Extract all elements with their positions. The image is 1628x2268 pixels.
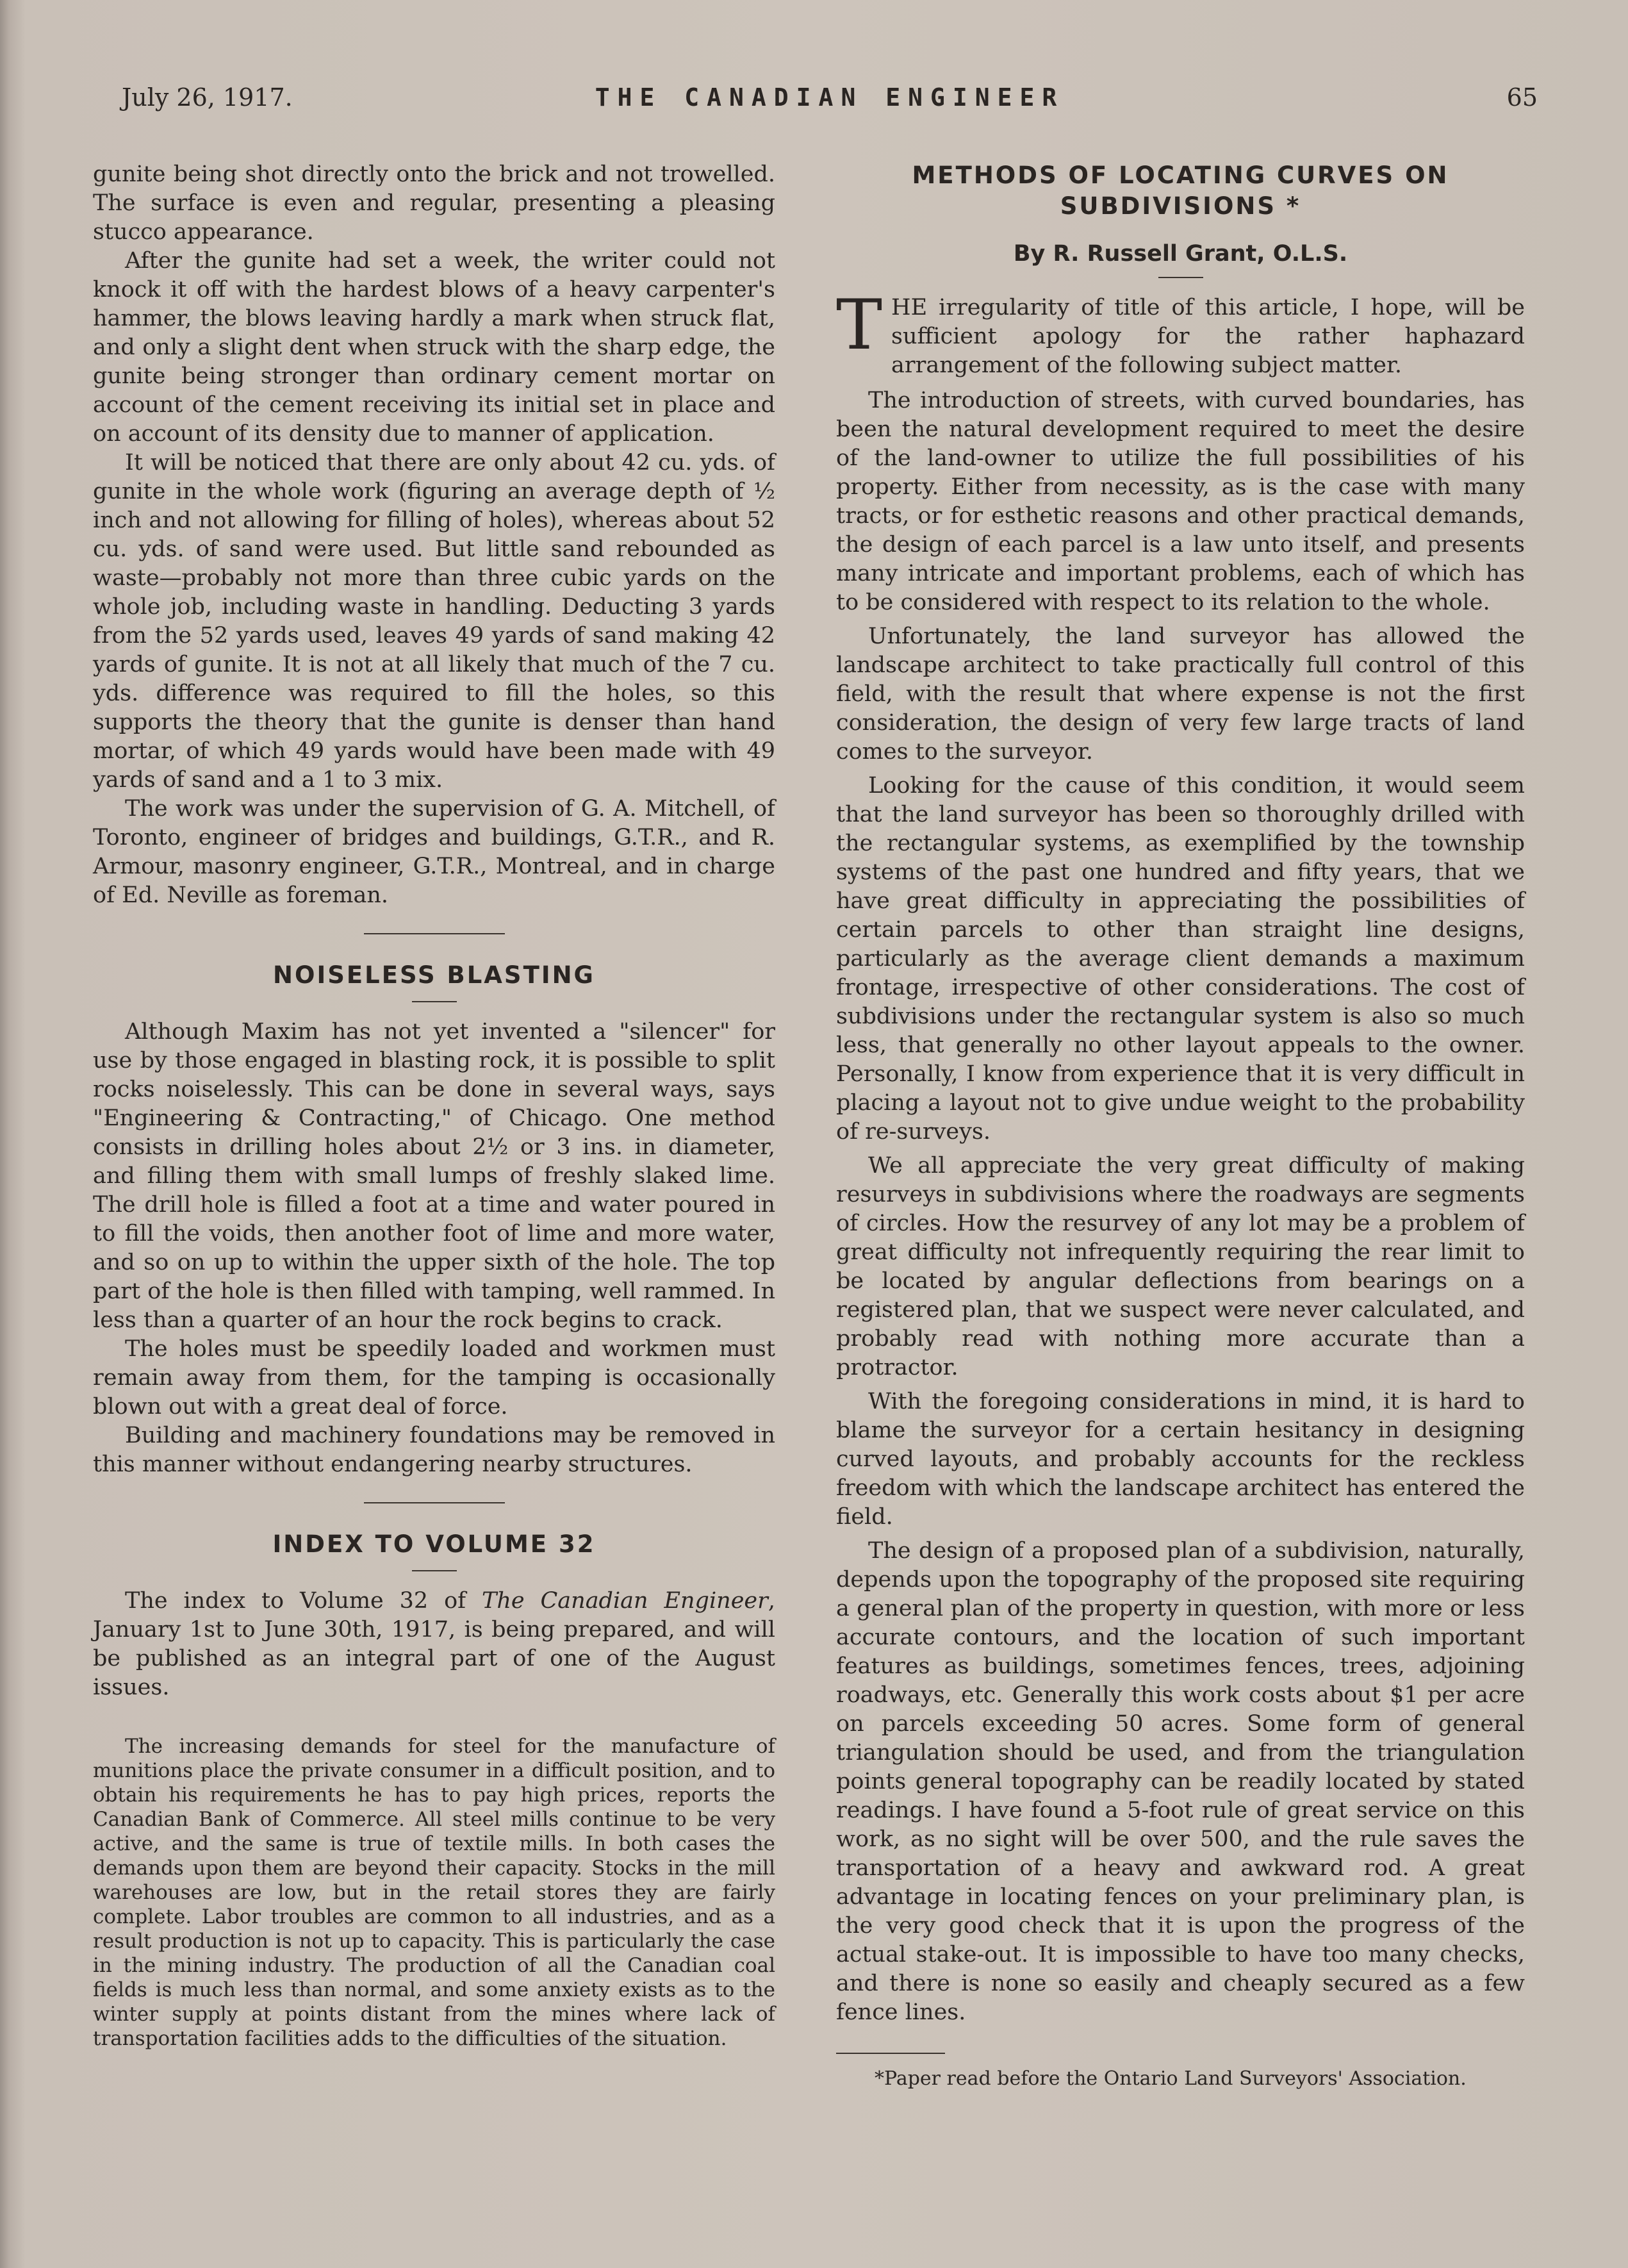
section-divider — [364, 1502, 505, 1503]
curves-title-line-2: SUBDIVISIONS * — [1060, 192, 1301, 220]
index-title: INDEX TO VOLUME 32 — [272, 1530, 596, 1558]
masthead: THE CANADIAN ENGINEER — [595, 83, 1065, 112]
gunite-paragraph-2: After the gunite had set a week, the writer could not knock it off with the hardest blows of a heavy carpenter's hammer, the blows leaving hardly a mark when struck flat, and only a slight dent when struck with the sharp edge, the gunite being stronger than ordinary cement mortar on account of the cement receiving its initial set in place and on account of its density due to manner of application. — [93, 248, 775, 447]
left-column — [93, 160, 775, 2051]
curves-title-line-1: METHODS OF LOCATING CURVES ON — [912, 161, 1449, 189]
journal-name: The Canadian Engineer — [482, 1588, 768, 1614]
blasting-paragraph-2: The holes must be speedily loaded and workmen must remain away from them, for the tamping is occasionally blown out with a great deal of force. — [93, 1336, 775, 1420]
curves-paragraph-2: The introduction of streets, with curved boundaries, has been the natural development required to meet the desire of the land-owner to utilize the full possibilities of his property. Either from necessity, as is the case with many tracts, or for esthetic reasons and other practical demands, the design of each parcel is a law unto itself, and presents many intricate and important problems, each of which has to be considered with respect to its relation to the whole. — [836, 388, 1525, 615]
right-column — [836, 160, 1525, 2091]
curves-paragraph-6: With the foregoing considerations in mind, it is hard to blame the surveyor for a certain hesitancy in designing curved layouts, and probably accounts for the reckless freedom with which the landscape architect has entered the field. — [836, 1389, 1525, 1530]
curves-paragraph-7: The design of a proposed plan of a subdivision, naturally, depends upon the topography of the proposed site requiring a general plan of the property in question, with more or less accurate contours, and the location of such important features as buildings, sometimes fences, trees, adjoining roadways, etc. Generally this work costs about $1 per acre on parcels exceeding 50 acres. Some form of general triangulation should be used, and from the triangulation points general topography can be readily located by stated readings. I have found a 5-foot rule of great service on this work, as no sight will be over 500, and the rule saves the transportation of a heavy and awkward rod. A great advantage in locating fences on your preliminary plan, is the very good check that it is upon the progress of the actual stake-out. It is impossible to have too many checks, and there is none so easily and cheaply secured as a few fence lines. — [836, 1538, 1525, 2025]
byline: By R. Russell Grant, O.L.S. — [1013, 241, 1348, 267]
curves-paragraph-4: Looking for the cause of this condition, it would seem that the land surveyor has been so thoroughly drilled with the rectangular systems, as exemplified by the township systems of the past one hundred and fifty years, that we have great difficulty in appreciating the possibilities of certain parcels to other than straight line designs, particularly as the average client demands a maximum frontage, irrespective of other considerations. The cost of subdivisions under the rectangular system is also so much less, that generally no other layout appeals to the owner. Personally, I know from experience that it is very difficult in placing a layout not to give undue weight to the probability of re-surveys. — [836, 773, 1525, 1145]
index-paragraph — [93, 1587, 775, 1702]
steel-note — [93, 1734, 775, 2051]
blasting-title: NOISELESS BLASTING — [273, 961, 595, 989]
gunite-paragraph-3: It will be noticed that there are only about 42 cu. yds. of gunite in the whole work (figuring an average depth of ½ inch and not allowing for filling of holes), whereas about 52 cu. yds. of sand were used. But little sand rebounded as waste—probably not more than three cubic yards on the whole job, including waste in handling. Deducting 3 yards from the 52 yards used, leaves 49 yards of sand making 42 yards of gunite. It is not at all likely that much of the 7 cu. yds. difference was required to fill the holes, so this supports the theory that the gunite is denser than hand mortar, of which 49 yards would have been made with 49 yards of sand and a 1 to 3 mix. — [93, 450, 775, 793]
blasting-paragraph-3: Building and machinery foundations may be removed in this manner without endangering nearby structures. — [93, 1423, 775, 1477]
curves-paragraph-3: Unfortunately, the land surveyor has allowed the landscape architect to take practically full control of this field, with the result that where expense is not the first consideration, the design of very few large tracts of land comes to the surveyor. — [836, 624, 1525, 765]
footnote-rule — [836, 2053, 945, 2054]
steel-paragraph: The increasing demands for steel for the manufacture of munitions place the private consumer in a difficult position, and to obtain his requirements he has to pay high prices, reports the Canadian Bank of Commerce. All steel mills continue to be very active, and the same is true of textile mills. In both cases the demands upon them are beyond their capacity. Stocks in the mill warehouses are low, but in the retail stores they are fairly complete. Labor troubles are common to all industries, and as a result production is not up to capacity. This is particularly the case in the mining industry. The production of all the Canadian coal fields is much less than normal, and some anxiety exists as to the winter supply at points distant from the mines where lack of transportation facilities adds to the difficulties of the situation. — [93, 1735, 775, 2050]
title-rule — [412, 1570, 457, 1571]
page-header — [122, 83, 1538, 122]
gunite-paragraph-4: The work was under the supervision of G. A. Mitchell, of Toronto, engineer of bridges and buildings, G.T.R., and R. Armour, masonry engineer, G.T.R., Montreal, and in charge of Ed. Neville as foreman. — [93, 796, 775, 908]
gunite-paragraph-1: gunite being shot directly onto the brick and not trowelled. The surface is even and regular, presenting a pleasing stucco appearance. — [93, 161, 775, 245]
page-number: 65 — [1506, 83, 1538, 112]
curves-title — [836, 160, 1525, 222]
blasting-paragraph-1: Although Maxim has not yet invented a "silencer" for use by those engaged in blasting rock, it is possible to split rocks noiselessly. This can be done in several ways, says "Engineering & Contracting," of Chicago. One method consists in drilling holes about 2½ or 3 ins. in diameter, and filling them with small lumps of freshly slaked lime. The drill hole is filled a foot at a time and water poured in to fill the voids, then another foot of lime and more water, and so on up to within the upper sixth of the hole. The top part of the hole is then filled with tamping, well rammed. In less than a quarter of an hour the rock begins to crack. — [93, 1019, 775, 1333]
index-text-end: , January 1st to June 30th, 1917, is being prepared, and will be published as an integral part of one of the August issues. — [93, 1588, 775, 1700]
section-divider — [364, 933, 505, 934]
title-rule — [412, 1001, 457, 1002]
drop-cap: T — [836, 285, 883, 365]
issue-date: July 26, 1917. — [122, 83, 293, 112]
curves-paragraph-5: We all appreciate the very great difficulty of making resurveys in subdivisions where the roadways are segments of circles. How the resurvey of any lot may be a problem of great difficulty not infrequently requiring the rear limit to be located by angular deflections from bearings on a registered plan, that we suspect were never calculated, and probably read with nothing more accurate than a protractor. — [836, 1153, 1525, 1380]
curves-paragraph-1 — [836, 285, 1525, 380]
index-text-start: The index to Volume 32 of — [125, 1588, 482, 1614]
footnote: *Paper read before the Ontario Land Surveyors' Association. — [875, 2067, 1467, 2090]
title-rule — [1158, 277, 1203, 278]
curves-paragraph-1-text: HE irregularity of title of this article, I hope, will be sufficient apology for the rather haphazard arrangement of the following subject matter. — [891, 295, 1525, 378]
